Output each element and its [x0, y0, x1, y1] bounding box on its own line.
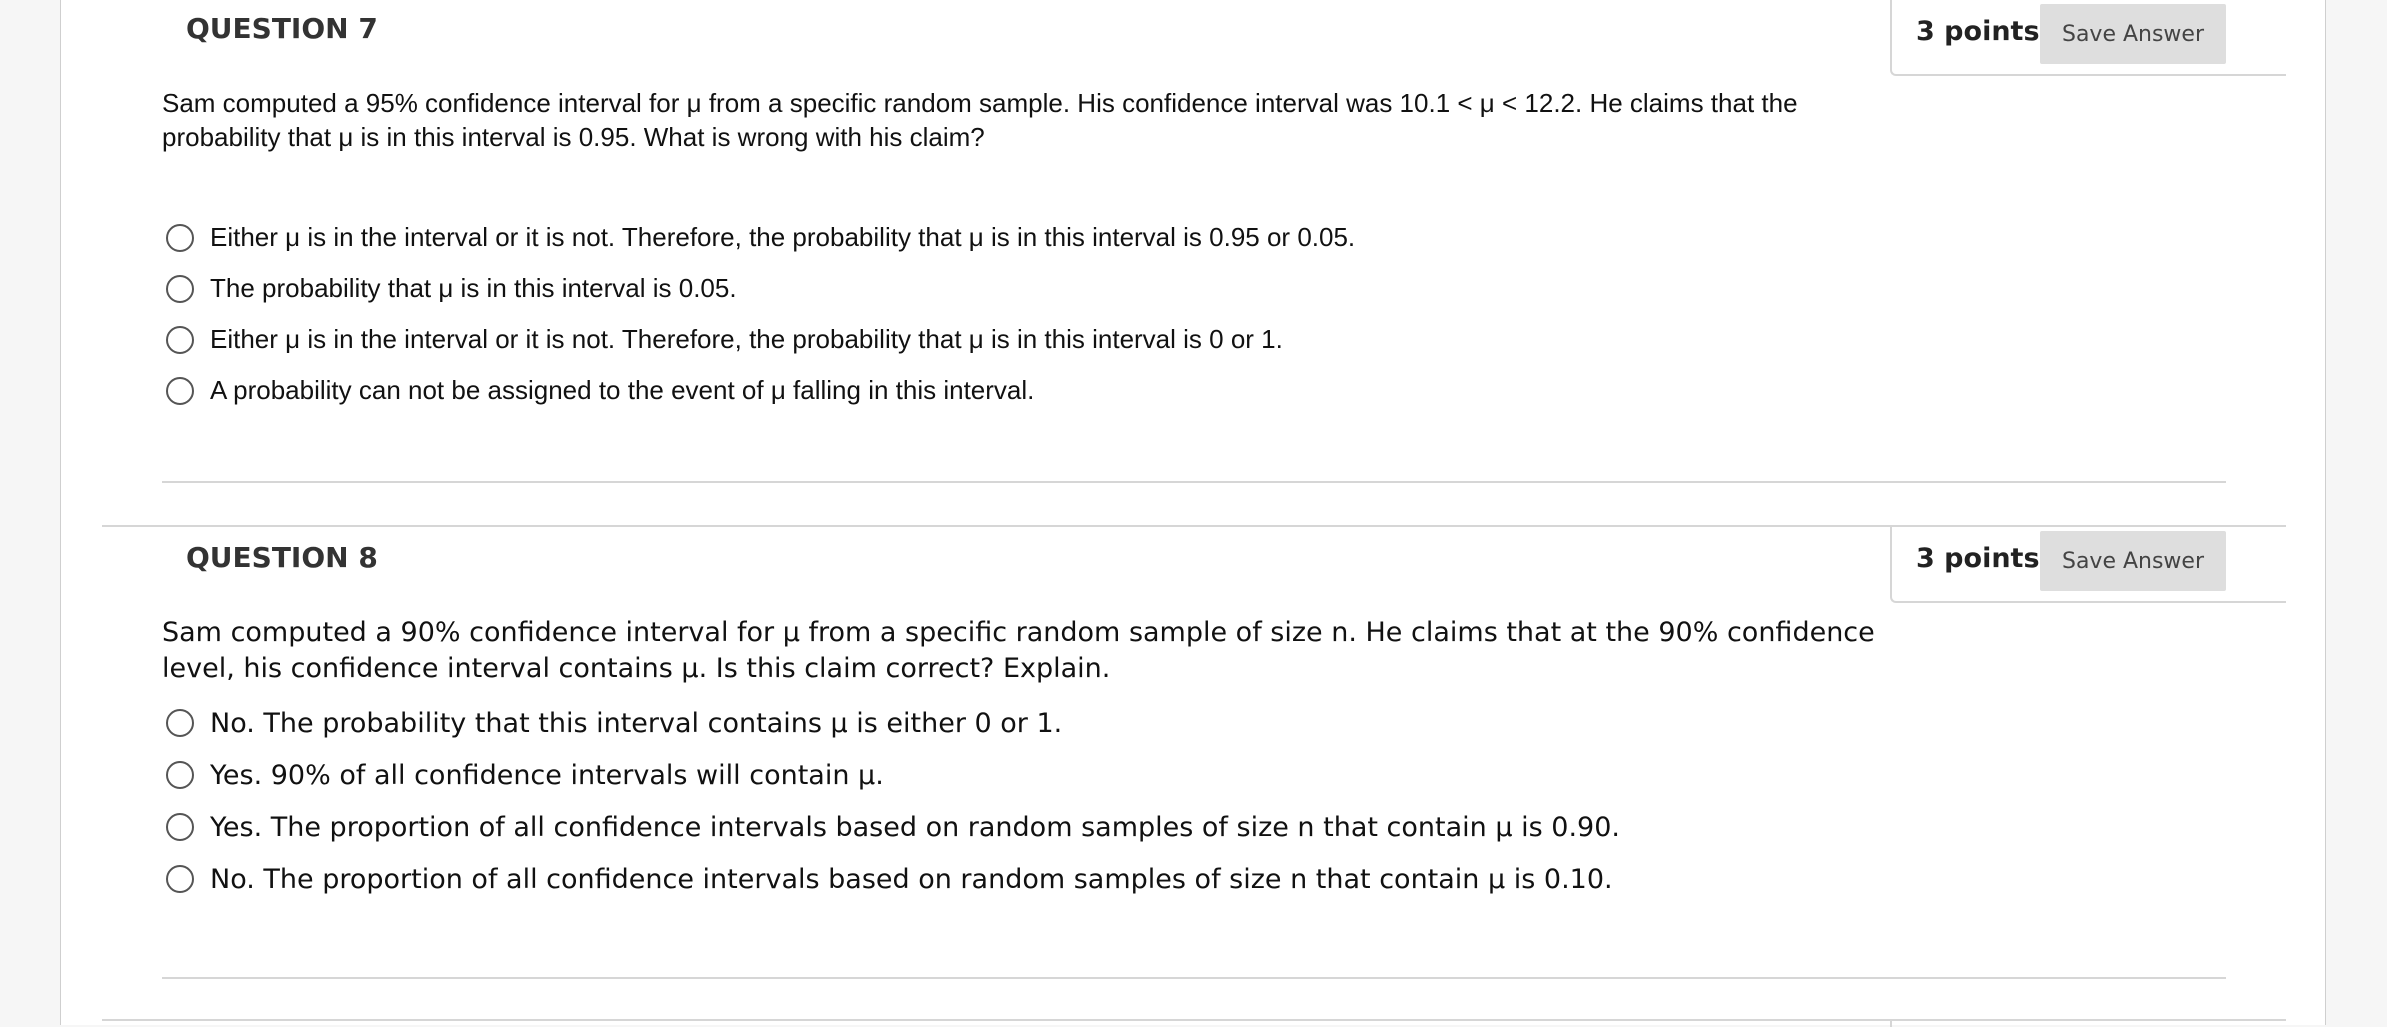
- answer-option-label: Either μ is in the interval or it is not. Therefore, the probability that μ is in this interval is 0.95 or 0.05.: [210, 222, 1356, 252]
- answer-option[interactable]: [166, 314, 1355, 365]
- question-7: [102, 0, 2286, 525]
- section-divider: [162, 481, 2226, 483]
- question-8: [102, 525, 2286, 1021]
- points-label: 3 points: [1916, 16, 2040, 47]
- answer-option-label: No. The proportion of all confidence intervals based on random samples of size n that contain μ is 0.10.: [210, 863, 1613, 895]
- points-box: [1890, 527, 2286, 603]
- question-prompt: Sam computed a 90% confidence interval for μ from a specific random sample of size n. He claims that at the 90% confidence level, his confidence interval contains μ. Is this claim correct? Explain.: [162, 617, 1875, 684]
- radio-button-icon[interactable]: [166, 761, 194, 789]
- radio-button-icon[interactable]: [166, 865, 194, 893]
- radio-button-icon[interactable]: [166, 275, 194, 303]
- question-title: QUESTION 8: [186, 541, 378, 574]
- section-divider: [162, 977, 2226, 979]
- answer-options: [166, 697, 1620, 905]
- answer-option-label: A probability can not be assigned to the event of μ falling in this interval.: [210, 375, 1035, 405]
- radio-button-icon[interactable]: [166, 224, 194, 252]
- points-label: 3 points: [1916, 543, 2040, 574]
- answer-option-label: No. The probability that this interval contains μ is either 0 or 1.: [210, 707, 1063, 739]
- next-question-edge: [102, 1019, 2286, 1027]
- answer-option[interactable]: [166, 697, 1620, 749]
- answer-option-label: Yes. 90% of all confidence intervals will contain μ.: [210, 759, 884, 791]
- answer-option[interactable]: [166, 365, 1355, 416]
- answer-option[interactable]: [166, 212, 1355, 263]
- answer-option[interactable]: [166, 749, 1620, 801]
- answer-options: [166, 212, 1355, 416]
- question-title: QUESTION 7: [186, 12, 378, 45]
- answer-option-label: Either μ is in the interval or it is not. Therefore, the probability that μ is in this interval is 0 or 1.: [210, 324, 1283, 354]
- radio-button-icon[interactable]: [166, 709, 194, 737]
- save-answer-button[interactable]: Save Answer: [2040, 4, 2226, 64]
- radio-button-icon[interactable]: [166, 326, 194, 354]
- answer-option[interactable]: [166, 853, 1620, 905]
- answer-option-label: Yes. The proportion of all confidence intervals based on random samples of size n that contain μ is 0.90.: [210, 811, 1620, 843]
- question-prompt: Sam computed a 95% confidence interval for μ from a specific random sample. His confidence interval was 10.1 < μ < 12.2. He claims that the probability that μ is in this interval is 0.95. What is wrong with his claim?: [162, 88, 1798, 152]
- save-answer-button[interactable]: Save Answer: [2040, 531, 2226, 591]
- points-box: [1890, 0, 2286, 76]
- radio-button-icon[interactable]: [166, 377, 194, 405]
- answer-option[interactable]: [166, 801, 1620, 853]
- answer-option[interactable]: [166, 263, 1355, 314]
- radio-button-icon[interactable]: [166, 813, 194, 841]
- next-points-box-edge: [1890, 1021, 1892, 1027]
- answer-option-label: The probability that μ is in this interval is 0.05.: [210, 273, 737, 303]
